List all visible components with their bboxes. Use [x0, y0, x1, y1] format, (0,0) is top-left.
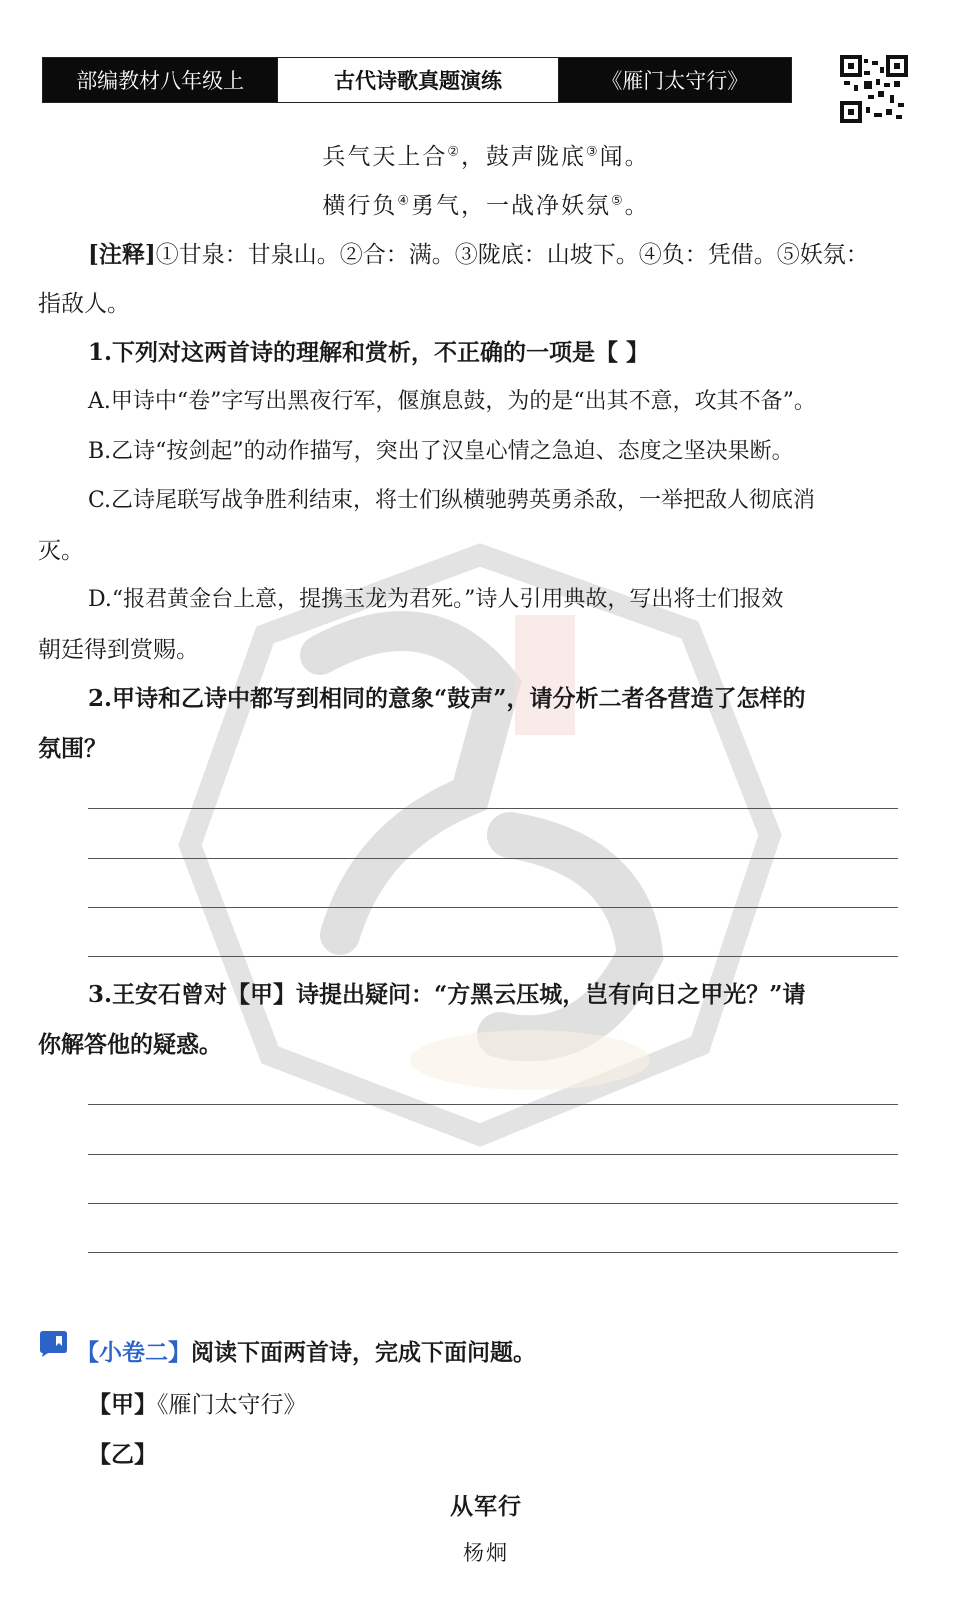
- bookmark-icon: [38, 1330, 68, 1358]
- header-topic: 古代诗歌真题演练: [277, 58, 558, 102]
- poem-author: 杨炯: [463, 1541, 509, 1565]
- question-3-line-1: 3.王安石曾对【甲】诗提出疑问：“方黑云压城，岂有向日之甲光？”请: [88, 981, 806, 1008]
- qr-code-icon: [840, 55, 908, 123]
- section-2-heading: 【小卷二】阅读下面两首诗，完成下面问题。: [76, 1339, 536, 1366]
- question-2-line-1: 2.甲诗和乙诗中都写到相同的意象“鼓声”，请分析二者各营造了怎样的: [88, 685, 806, 712]
- poem-line-2: 横行负④勇气，一战净妖氛⑤。: [322, 193, 650, 219]
- poem-jia-label: 【甲】《雁门太守行》: [88, 1391, 307, 1418]
- answer-line[interactable]: [88, 808, 898, 809]
- notes-line-1: [注释]①甘泉：甘泉山。②合：满。③陇底：山坡下。④负：凭借。⑤妖氛：: [88, 241, 869, 268]
- answer-line[interactable]: [88, 1252, 898, 1253]
- notes-line-2: 指敌人。: [38, 291, 130, 317]
- option-d-line-2: 朝廷得到赏赐。: [38, 637, 199, 663]
- poem-line-1: 兵气天上合②，鼓声陇底③闻。: [322, 144, 650, 170]
- answer-line[interactable]: [88, 1104, 898, 1105]
- option-c-line-1: C.乙诗尾联写战争胜利结束，将士们纵横驰骋英勇杀敌，一举把敌人彻底消: [88, 488, 816, 513]
- question-2-line-2: 氛围？: [38, 735, 107, 762]
- answer-line[interactable]: [88, 956, 898, 957]
- poem-title: 从军行: [450, 1493, 522, 1520]
- header-bar: [42, 57, 792, 103]
- answer-line[interactable]: [88, 907, 898, 908]
- option-d-line-1: D.“报君黄金台上意，提携玉龙为君死。”诗人引用典故，写出将士们报效: [88, 587, 784, 612]
- question-3-line-2: 你解答他的疑惑。: [38, 1031, 222, 1058]
- answer-line[interactable]: [88, 1203, 898, 1204]
- header-poem-title: 《雁门太守行》: [559, 58, 791, 102]
- question-1-stem: 1.下列对这两首诗的理解和赏析，不正确的一项是【 】: [88, 339, 650, 366]
- answer-line[interactable]: [88, 858, 898, 859]
- header-grade: 部编教材八年级上: [43, 58, 277, 102]
- option-a: A.甲诗中“卷”字写出黑夜行军，偃旗息鼓，为的是“出其不意，攻其不备”。: [88, 389, 816, 414]
- option-b: B.乙诗“按剑起”的动作描写，突出了汉皇心情之急迫、态度之坚决果断。: [88, 439, 794, 464]
- answer-line[interactable]: [88, 1154, 898, 1155]
- poem-yi-label: 【乙】: [88, 1441, 157, 1468]
- option-c-line-2: 灭。: [38, 538, 84, 564]
